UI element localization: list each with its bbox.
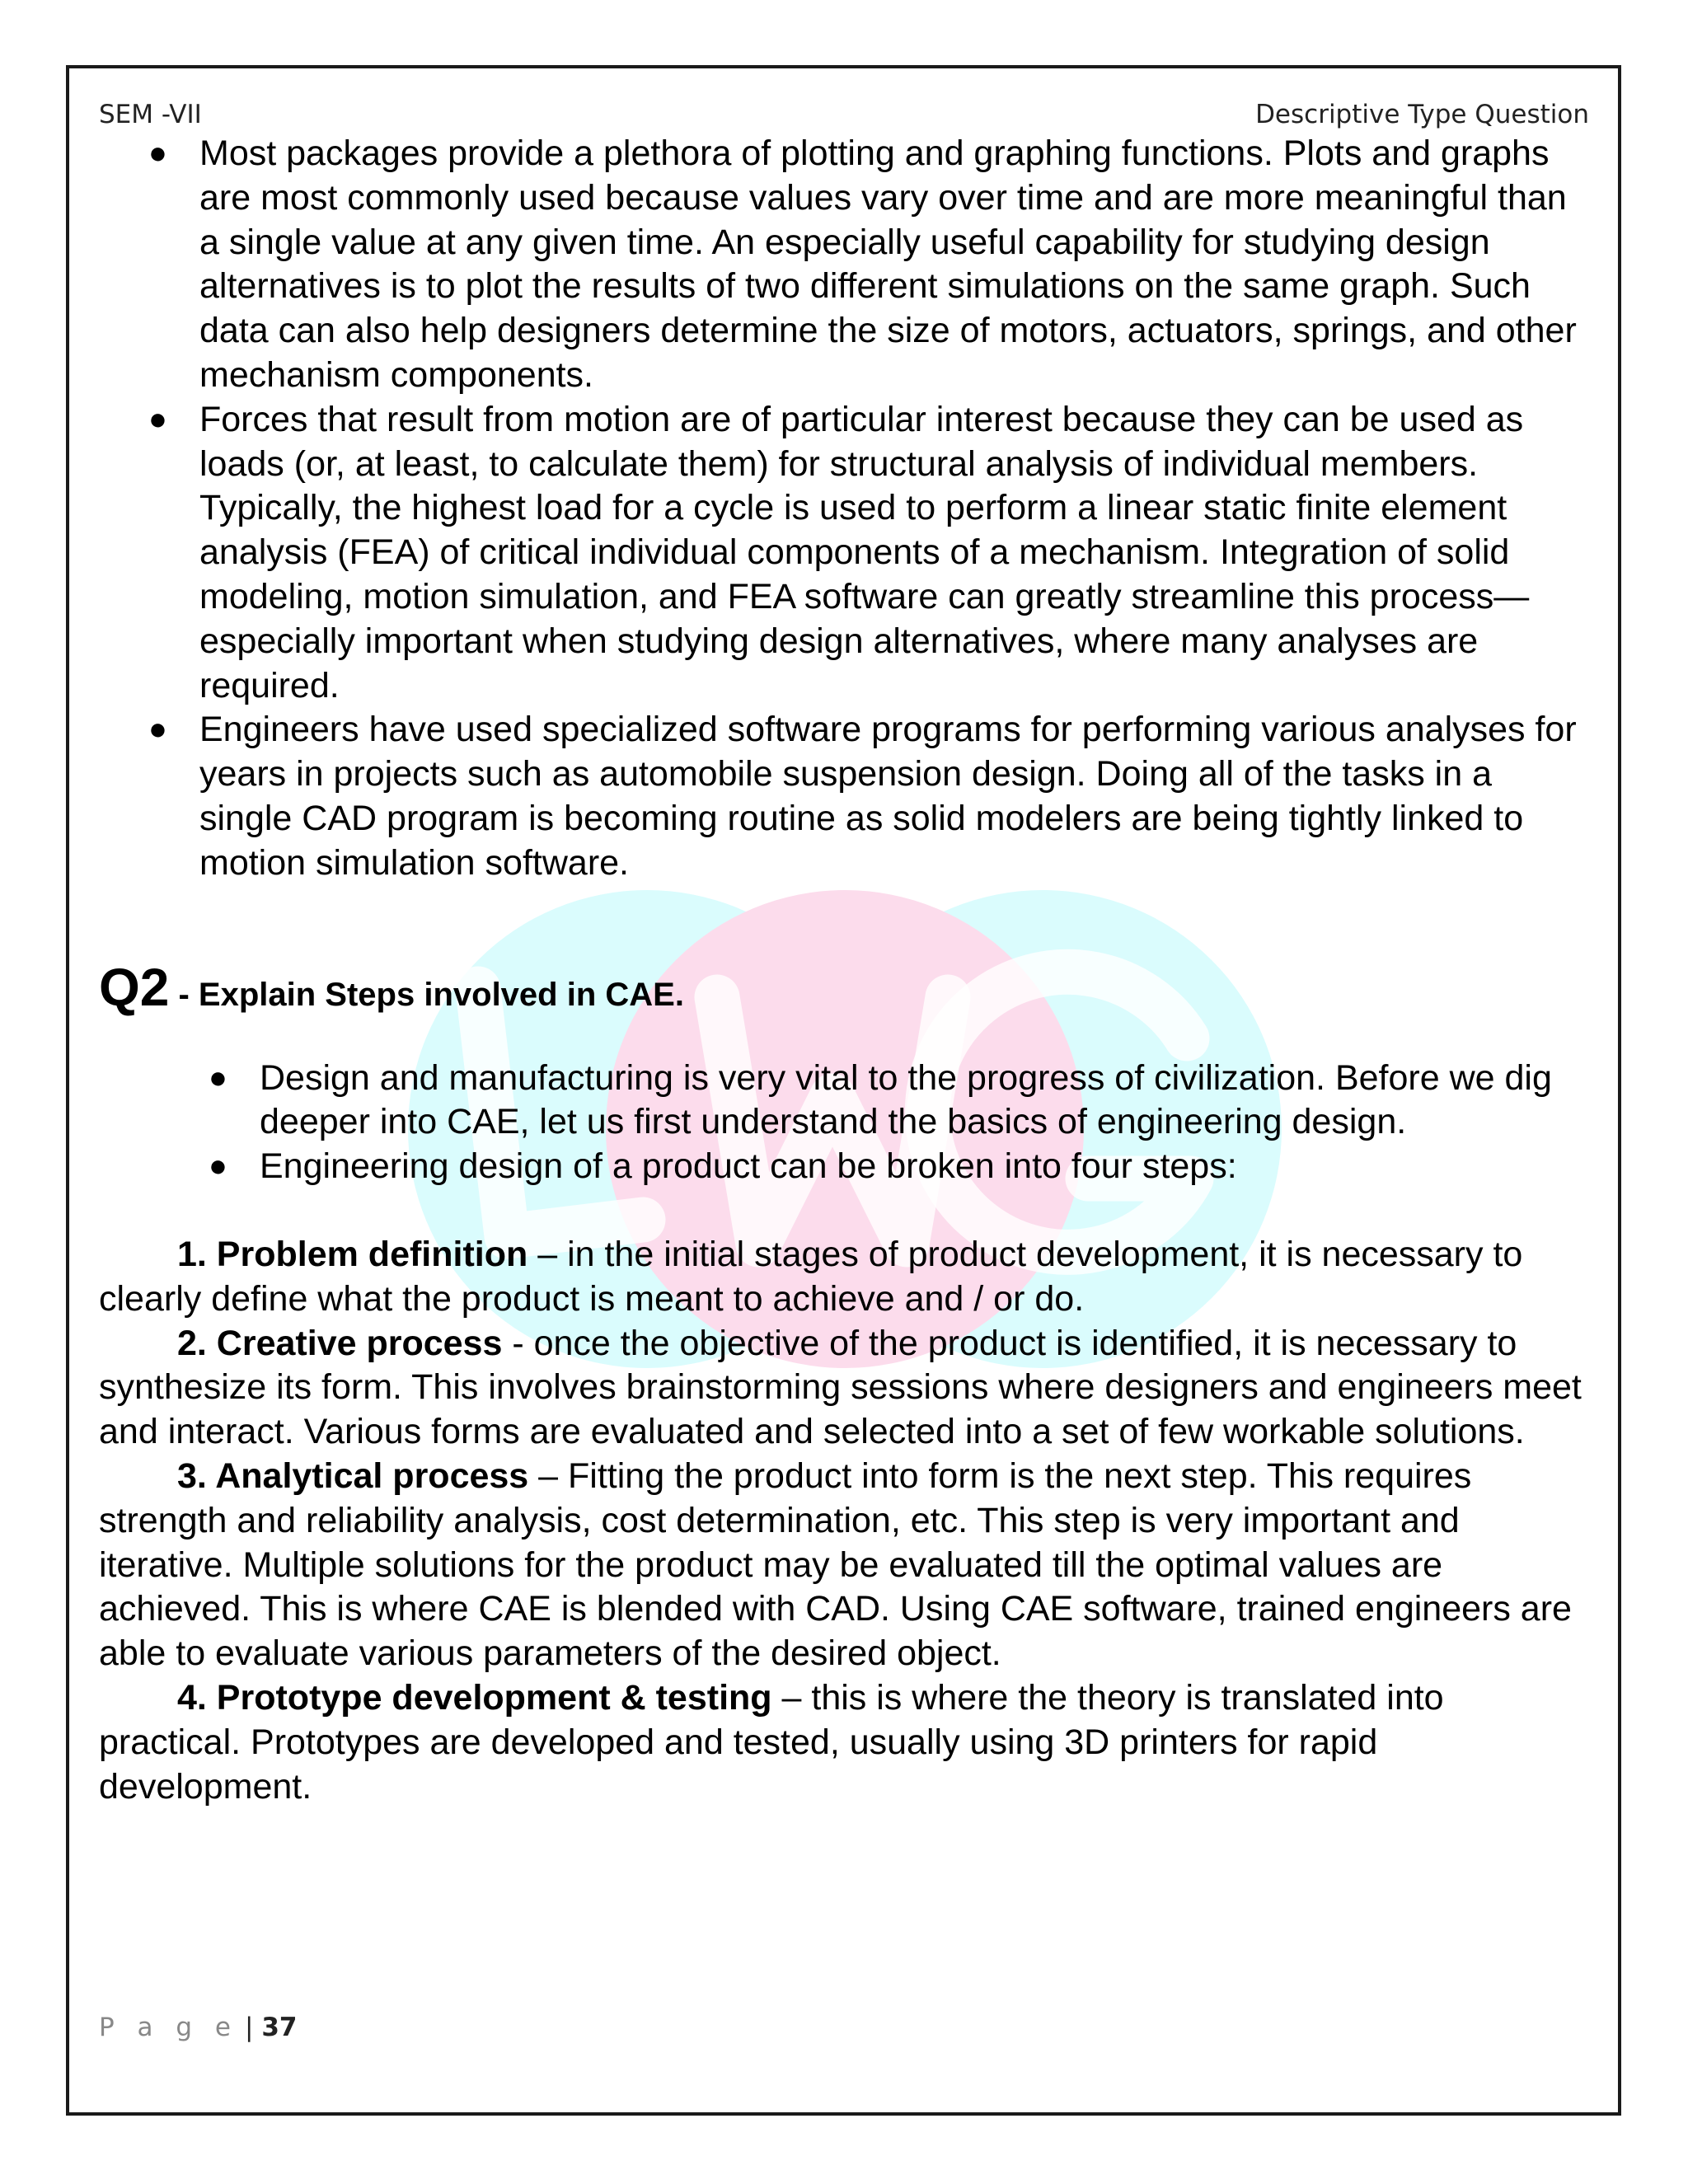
step-title: 3. Analytical process [177, 1455, 529, 1496]
step-text: - once the objective of the product is identified, it is necessary to synthesize its form. This involves brainstorming sessions where designers and engineers meet and interact. Various forms are evaluated and selected into a set of few workable solutions. [99, 1323, 1582, 1452]
page-header [99, 100, 1589, 136]
step-text: – in the initial stages of product development, it is necessary to clearly define what the product is meant to achieve and / or do. [99, 1234, 1523, 1319]
bullet-icon: ● [209, 1060, 227, 1095]
bullet-icon: ● [148, 712, 167, 748]
step-title: 2. Creative process [177, 1323, 503, 1363]
step-creative-process [99, 1322, 1591, 1455]
q2-bullet-list [99, 1057, 1591, 1189]
step-text: – Fitting the product into form is the next step. This requires strength and reliability analysis, cost determination, etc. This step is very important and iterative. Multiple solutions for the product may be evaluated till the optimal values are achieved. This is where CAE is blended with CAD. Using CAE software, trained engineers are able to evaluate various parameters of the desired object. [99, 1455, 1572, 1674]
step-title: 4. Prototype development & testing [177, 1677, 772, 1718]
semester-label: SEM -VII [99, 100, 202, 129]
list-item [99, 132, 1591, 398]
top-bullet-list [99, 132, 1591, 886]
page-number: 37 [261, 2013, 298, 2042]
bullet-icon: ● [148, 401, 167, 437]
bullet-icon: ● [148, 136, 167, 171]
list-item-text: Engineering design of a product can be broken into four steps: [260, 1146, 1237, 1187]
list-item-text: Engineers have used specialized software programs for performing various analyses for years in projects such as automobile suspension design. Doing all of the tasks in a single CAD program is becoming routine as solid modelers are being tightly linked to motion simulation software. [199, 710, 1577, 883]
list-item [99, 1057, 1591, 1146]
step-prototype-development [99, 1676, 1591, 1809]
list-item-text: Most packages provide a plethora of plotting and graphing functions. Plots and graphs are most commonly used because values vary over time and are more meaningful than a single value at any given time. An especially useful capability for studying design alternatives is to plot the results of two different simulations on the same graph. Such data can also help designers determine the size of motors, actuators, springs, and other mechanism components. [199, 134, 1577, 395]
page-footer [99, 2013, 297, 2042]
step-analytical-process [99, 1455, 1591, 1676]
question-title: - Explain Steps involved in CAE. [169, 976, 684, 1013]
list-item [99, 1145, 1591, 1189]
list-item [99, 398, 1591, 709]
document-type-label: Descriptive Type Question [1255, 100, 1589, 129]
list-item [99, 708, 1591, 885]
bullet-icon: ● [209, 1149, 227, 1184]
page-label: P a g e [99, 2013, 239, 2042]
question-heading [99, 957, 1591, 1019]
step-title: 1. Problem definition [177, 1234, 528, 1274]
list-item-text: Forces that result from motion are of particular interest because they can be used as loads (or, at least, to calculate them) for structural analysis of individual members. Typically, the highest load for a cycle is used to perform a linear static finite element analysis (FEA) of critical individual components of a mechanism. Integration of solid modeling, motion simulation, and FEA software can greatly streamline this process—especially important when studying design alternatives, where many analyses are required. [199, 399, 1530, 705]
footer-separator: | [245, 2013, 254, 2042]
step-text: – this is where the theory is translated into practical. Prototypes are developed and tested, usually using 3D printers for rapid development. [99, 1677, 1444, 1807]
question-number: Q2 [99, 957, 170, 1017]
list-item-text: Design and manufacturing is very vital to the progress of civilization. Before we dig deeper into CAE, let us first understand the basics of engineering design. [260, 1057, 1552, 1142]
step-problem-definition [99, 1233, 1591, 1322]
page-content [99, 132, 1591, 1809]
